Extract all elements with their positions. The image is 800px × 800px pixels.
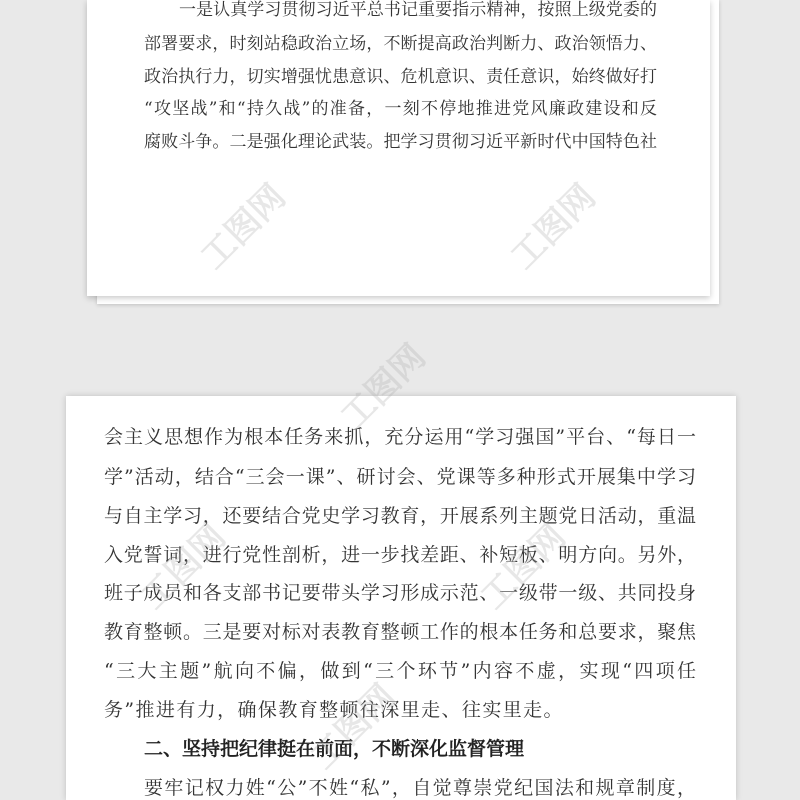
watermark: 工图网 (303, 676, 404, 778)
watermark: 工图网 (333, 336, 434, 438)
paragraph-line: “三大主题”航向不偏，做到“三个环节”内容不虚，实现“四项任 (104, 660, 696, 682)
watermark: 工图网 (473, 516, 574, 618)
paragraph-line: 教育整顿。三是要对标对表教育整顿工作的根本任务和总要求，聚焦 (104, 621, 696, 643)
document-page-bottom (66, 396, 736, 800)
paragraph-line: 腐败斗争。二是强化理论武装。把学习贯彻习近平新时代中国特色社 (144, 132, 657, 152)
section-heading: 二、坚持把纪律挺在前面，不断深化监督管理 (144, 738, 525, 760)
paragraph-line: 部署要求，时刻站稳政治立场，不断提高政治判断力、政治领悟力、 (144, 34, 657, 54)
paragraph-line: 会主义思想作为根本任务来抓，充分运用“学习强国”平台、“每日一 (104, 426, 696, 448)
paragraph-line: 班子成员和各支部书记要带头学习形成示范、一级带一级、共同投身 (104, 582, 696, 604)
paragraph-line: 与自主学习，还要结合党史学习教育，开展系列主题党日活动，重温 (104, 505, 696, 527)
document-page-top (87, 0, 710, 296)
watermark: 工图网 (133, 516, 234, 618)
paragraph-line: 政治执行力，切实增强忧患意识、危机意识、责任意识，始终做好打 (144, 67, 657, 87)
paragraph-line: 学”活动，结合“三会一课”、研讨会、党课等多种形式开展集中学习 (104, 466, 696, 488)
paragraph-line: 务”推进有力，确保教育整顿往深里走、往实里走。 (104, 699, 564, 721)
watermark: 工图网 (503, 176, 604, 278)
paragraph-line: 要牢记权力姓“公”不姓“私”，自觉尊崇党纪国法和规章制度， (144, 777, 696, 799)
watermark: 工图网 (193, 176, 294, 278)
paragraph-line: “攻坚战”和“持久战”的准备，一刻不停地推进党风廉政建设和反 (144, 99, 657, 119)
paragraph-line: 一是认真学习贯彻习近平总书记重要指示精神，按照上级党委的 (179, 0, 657, 20)
paragraph-line: 入党誓词，进行党性剖析，进一步找差距、补短板、明方向。另外， (104, 544, 696, 566)
